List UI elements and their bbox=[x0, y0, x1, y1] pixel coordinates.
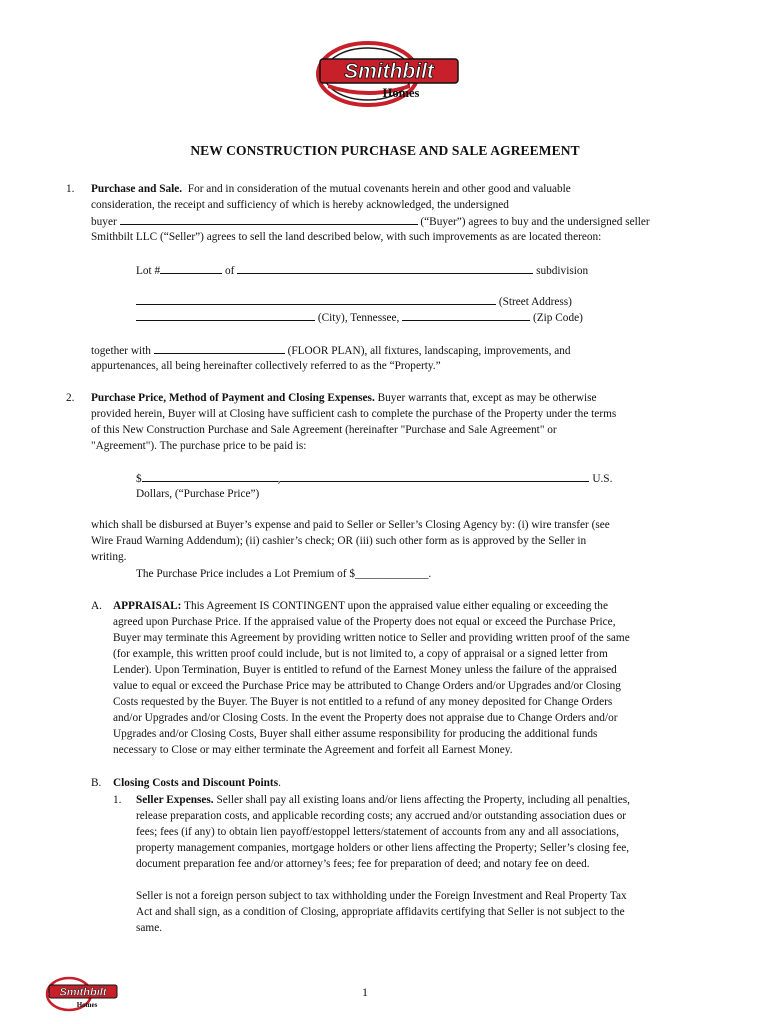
us-label: U.S. bbox=[592, 473, 613, 485]
seller-expenses-heading: Seller Expenses. bbox=[136, 794, 214, 806]
subsection-a-letter: A. bbox=[91, 600, 102, 612]
subsection-a-line-2: Buyer may terminate this Agreement by providing written notice to Seller and providing written proof of the same bbox=[113, 632, 630, 644]
section-1-heading: Purchase and Sale. bbox=[91, 183, 183, 195]
together-with-after: (FLOOR PLAN), all fixtures, landscaping, improvements, and bbox=[287, 345, 571, 357]
logo-sub-text: Homes bbox=[382, 86, 420, 100]
buyer-after-text: (“Buyer”) agrees to buy and the undersigned seller bbox=[420, 216, 650, 228]
subdivision-label: subdivision bbox=[536, 265, 589, 277]
subsection-a-line-5: value to equal or exceed the Purchase Price may be attributed to Change Orders and/or Upgrades and/or Closing bbox=[113, 680, 621, 692]
section-1-number: 1. bbox=[66, 183, 75, 195]
lot-line bbox=[136, 262, 588, 279]
seller-expenses-line-2: fees; fees (if any) to obtain lien payoff/estoppel letters/statement of accounts from any and all associations, bbox=[136, 826, 619, 838]
buyer-name-field[interactable] bbox=[120, 213, 418, 225]
city-label: (City), Tennessee, bbox=[317, 312, 400, 324]
logo-brand-text: Smithbilt bbox=[344, 60, 434, 83]
subsection-a-line-1: agreed upon Purchase Price. If the appraised value of the Property does not equal or exceed the Purchase Price, bbox=[113, 616, 616, 628]
subsection-a-line-0: APPRAISAL: This Agreement IS CONTINGENT upon the appraised value either equaling or exceeding the bbox=[113, 600, 608, 612]
section-2-heading: Purchase Price, Method of Payment and Closing Expenses. bbox=[91, 392, 375, 404]
price-amount-field[interactable] bbox=[142, 470, 278, 482]
price-comma: , bbox=[277, 473, 281, 485]
buyer-label: buyer bbox=[91, 216, 117, 228]
footer-logo-sub: Homes bbox=[76, 1001, 98, 1009]
section-2-line-3: of this New Construction Purchase and Sale Agreement (hereinafter "Purchase and Sale Agreement" or bbox=[91, 424, 557, 436]
lot-number-field[interactable] bbox=[160, 262, 222, 274]
section-1-line-4: Smithbilt LLC (“Seller”) agrees to sell the land described below, with such improvements as are located thereon: bbox=[91, 231, 602, 243]
lot-of-label: of bbox=[225, 265, 235, 277]
price-line bbox=[136, 470, 612, 487]
appurtenances-line: appurtenances, all being hereinafter collectively referred to as the “Property.” bbox=[91, 360, 441, 372]
subsection-a-line-8: Upgrades and/or Closing Costs, Buyer shall either assume responsibility for producing the additional funds bbox=[113, 728, 598, 740]
foreign-person-line-2: same. bbox=[136, 922, 163, 934]
together-with-line bbox=[91, 342, 571, 359]
seller-expenses-line-4: document preparation fee and/or attorney’s fees; fee for preparation of deed; and notary fee on deed. bbox=[136, 858, 590, 870]
subdivision-field[interactable] bbox=[237, 262, 533, 274]
appraisal-heading: APPRAISAL: bbox=[113, 600, 182, 612]
subsection-a-line-6: Costs requested by the Buyer. The Buyer is not entitled to a refund of any money deposited for Change Orders bbox=[113, 696, 613, 708]
city-line bbox=[136, 309, 583, 326]
dollar-sign: $ bbox=[136, 473, 142, 485]
purchase-price-label: Dollars, (“Purchase Price”) bbox=[136, 488, 260, 500]
section-1-line-2: consideration, the receipt and sufficiency of which is hereby acknowledged, the undersigned bbox=[91, 199, 509, 211]
subsection-a-line-3: (for example, this written proof could include, but is not limited to, a copy of appraisal or a signed letter from bbox=[113, 648, 608, 660]
zip-code-field[interactable] bbox=[402, 309, 530, 321]
section-2-number: 2. bbox=[66, 392, 75, 404]
section-1-line-3 bbox=[91, 213, 691, 230]
foreign-person-line-1: Act and shall sign, as a condition of Closing, appropriate affidavits certifying that Seller is not subject to the bbox=[136, 906, 625, 918]
section-2-line-4: "Agreement"). The purchase price to be paid is: bbox=[91, 440, 307, 452]
price-in-words-field[interactable] bbox=[280, 470, 589, 482]
section-2-line-1-text: Buyer warrants that, except as may be otherwise bbox=[377, 392, 597, 404]
section-2-line-2: provided herein, Buyer will at Closing have sufficient cash to complete the purchase of the Property under the terms bbox=[91, 408, 617, 420]
seller-expenses-line-3: property management companies, mortgage holders or other liens affecting the Property; Seller’s closing fee, bbox=[136, 842, 630, 854]
seller-expenses-line-1: release preparation costs, and applicable recording costs; any accrued and/or outstanding association dues or bbox=[136, 810, 626, 822]
subsection-b-letter: B. bbox=[91, 777, 102, 789]
document-title: NEW CONSTRUCTION PURCHASE AND SALE AGREEMENT bbox=[190, 143, 580, 158]
lot-label: Lot # bbox=[136, 265, 161, 277]
disbursement-line-3: writing. bbox=[91, 551, 127, 563]
foreign-person-line-0: Seller is not a foreign person subject to tax withholding under the Foreign Investment and Real Property Tax bbox=[136, 890, 627, 902]
street-address-label: (Street Address) bbox=[498, 296, 572, 308]
zip-code-label: (Zip Code) bbox=[533, 312, 583, 324]
smithbilt-logo bbox=[306, 40, 464, 108]
section-1-line-1-text: For and in consideration of the mutual covenants herein and other good and valuable bbox=[187, 183, 571, 195]
section-1-line-1 bbox=[91, 181, 679, 197]
seller-expenses-number: 1. bbox=[113, 794, 122, 806]
together-with-label: together with bbox=[91, 345, 151, 357]
street-line bbox=[136, 293, 572, 310]
subsection-b-heading-line: Closing Costs and Discount Points. bbox=[113, 777, 281, 789]
subsection-a-line-4: Lender). Upon Termination, Buyer is entitled to refund of the Earnest Money unless the failure of the appraised bbox=[113, 664, 617, 676]
disbursement-line-2: Wire Fraud Warning Addendum); (ii) cashier’s check; OR (iii) such other form as is approved by the Seller in bbox=[91, 535, 587, 547]
street-address-field[interactable] bbox=[136, 293, 496, 305]
footer-logo-brand: Smithbilt bbox=[59, 986, 107, 999]
floor-plan-field[interactable] bbox=[154, 342, 285, 354]
seller-expenses-line-0: Seller Expenses. Seller shall pay all existing loans and/or liens affecting the Property, including all penalties, bbox=[136, 794, 630, 806]
subsection-a-line-9: necessary to Close or may either terminate the Agreement and forfeit all Earnest Money. bbox=[113, 744, 513, 756]
closing-costs-heading: Closing Costs and Discount Points bbox=[113, 777, 279, 789]
subsection-a-line-7: and/or Upgrades and/or Closing Costs. In the event the Property does not appraise due to Change Orders and/or bbox=[113, 712, 618, 724]
lot-premium-line: The Purchase Price includes a Lot Premium of $_____________. bbox=[136, 568, 432, 580]
city-field[interactable] bbox=[136, 309, 315, 321]
disbursement-line-1: which shall be disbursed at Buyer’s expense and paid to Seller or Seller’s Closing Agency by: (i) wire transfer (see bbox=[91, 519, 610, 531]
page-number: 1 bbox=[362, 985, 368, 999]
section-2-line-1 bbox=[91, 390, 597, 406]
